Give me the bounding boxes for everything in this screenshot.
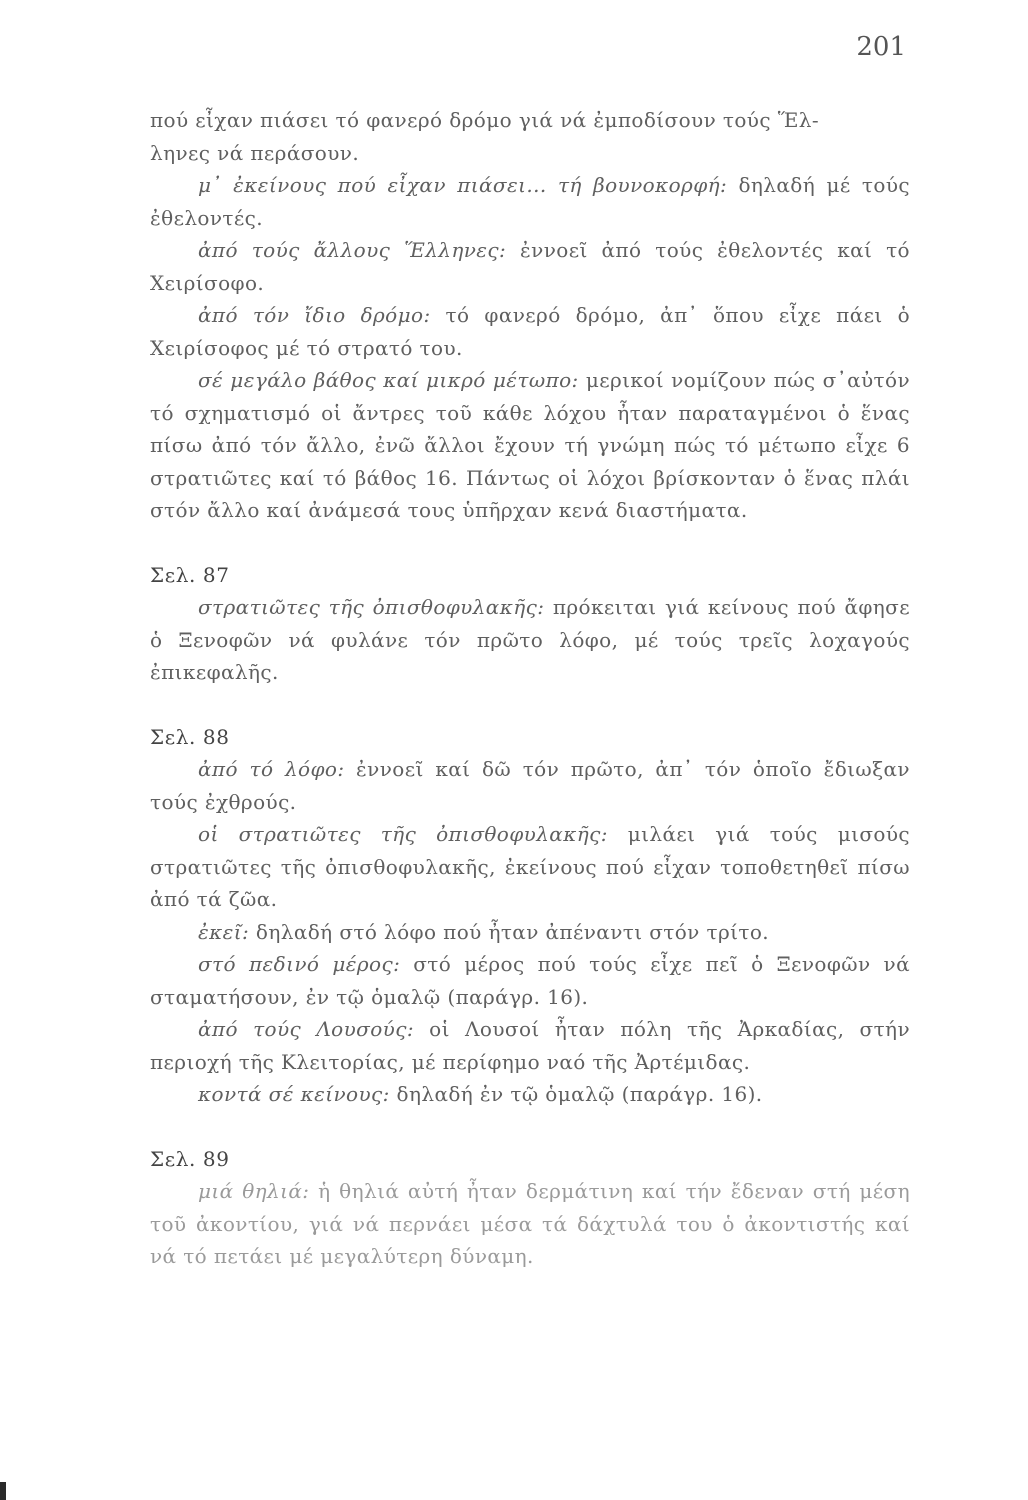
note-term: μιά θηλιά:	[198, 1179, 310, 1203]
page-number: 201	[856, 32, 906, 62]
note-term: σέ μεγάλο βάθος καί μικρό μέτωπο:	[198, 368, 579, 392]
note-text: ἐννοεῖ καί δῶ τόν πρῶτο, ἀπ᾽ τόν ὁποῖο ἔδιωξαν τούς ἐχθρούς.	[150, 757, 910, 814]
section-heading-87: Σελ. 87	[150, 562, 230, 587]
note-paragraph	[150, 364, 910, 527]
note-text: δηλαδή ἐν τῷ ὁμαλῷ (παράγρ. 16).	[389, 1082, 763, 1106]
note-text: τό φανερό δρόμο, ἀπ᾽ ὅπου εἶχε πάει ὁ Χειρίσοφος μέ τό στρατό του.	[150, 303, 911, 360]
note-term: ἀπό τόν ἴδιο δρόμο:	[198, 303, 431, 327]
intro-paragraph	[150, 104, 910, 169]
intro-line-2: ληνες νά περάσουν.	[150, 140, 360, 165]
note-term: μ᾽ ἐκείνους πού εἶχαν πιάσει... τή βουνοκορφή:	[198, 173, 728, 197]
page-body	[150, 104, 910, 1273]
note-text: στό μέρος πού τούς εἶχε πεῖ ὁ Ξενοφῶν νά σταματήσουν, ἐν τῷ ὁμαλῷ (παράγρ. 16).	[150, 952, 910, 1009]
note-paragraph	[150, 169, 910, 234]
note-text: ἐννοεῖ ἀπό τούς ἐθελοντές καί τό Χειρίσοφο.	[150, 238, 910, 295]
note-term: ἐκεῖ:	[198, 919, 250, 944]
note-term: στρατιῶτες τῆς ὀπισθοφυλακῆς:	[198, 595, 545, 619]
section-heading-89: Σελ. 89	[150, 1146, 230, 1171]
note-term: στό πεδινό μέρος:	[198, 952, 401, 976]
note-paragraph	[150, 591, 910, 689]
note-paragraph	[150, 1175, 910, 1273]
note-paragraph	[150, 916, 910, 949]
note-text: δηλαδή μέ τούς ἐθελοντές.	[150, 173, 910, 230]
note-term: ἀπό τούς ἄλλους Ἕλληνες:	[198, 238, 507, 262]
note-paragraph	[150, 299, 910, 364]
section-heading-88: Σελ. 88	[150, 724, 230, 749]
note-text: μιλάει γιά τούς μισούς στρατιῶτες τῆς ὀπισθοφυλακῆς, ἐκείνους πού εἶχαν τοποθετηθεῖ πίσω ἀπό τά ζῶα.	[150, 822, 910, 911]
note-paragraph	[150, 1013, 910, 1078]
note-term: κοντά σέ κείνους:	[198, 1082, 390, 1106]
note-term: ἀπό τούς Λουσούς:	[198, 1017, 414, 1041]
note-term: οἱ στρατιῶτες τῆς ὀπισθοφυλακῆς:	[198, 822, 608, 846]
scan-edge-mark	[0, 1482, 6, 1500]
note-paragraph	[150, 234, 910, 299]
note-paragraph	[150, 948, 910, 1013]
note-text: μερικοί νομίζουν πώς σ᾽αὐτόν τό σχηματισμό οἱ ἄντρες τοῦ κάθε λόχου ἦταν παραταγμένοι ὁ ἕνας πίσω ἀπό τόν ἄλλο, ἐνῶ ἄλλοι ἔχουν τή γνώμη πώς τό μέτωπο εἶχε 6 στρατιῶτες καί τό βάθος 16. Πάντως οἱ λόχοι βρίσκονταν ὁ ἕνας πλάι στόν ἄλλο καί ἀνάμεσά τους ὑπῆρχαν κενά διαστήματα.	[150, 368, 911, 522]
note-text: ἡ θηλιά αὐτή ἦταν δερμάτινη καί τήν ἔδεναν στή μέση τοῦ ἀκοντίου, γιά νά περνάει μέσα τά δάχτυλά του ὁ ἀκοντιστής καί νά τό πετάει μέ μεγαλύτερη δύναμη.	[150, 1179, 910, 1268]
note-text: οἱ Λουσοί ἦταν πόλη τῆς Ἀρκαδίας, στήν περιοχή τῆς Κλειτορίας, μέ περίφημο ναό τῆς Ἀρτέμιδας.	[150, 1017, 910, 1074]
note-text: πρόκειται γιά κείνους πού ἄφησε ὁ Ξενοφῶν νά φυλάνε τόν πρῶτο λόφο, μέ τούς τρεῖς λοχαγούς ἐπικεφαλῆς.	[150, 595, 910, 684]
note-paragraph	[150, 1078, 910, 1111]
note-paragraph	[150, 818, 910, 916]
intro-line-1: πού εἶχαν πιάσει τό φανερό δρόμο γιά νά ἐμποδίσουν τούς Ἕλ-	[150, 108, 820, 132]
note-paragraph	[150, 753, 910, 818]
note-term: ἀπό τό λόφο:	[198, 757, 345, 781]
note-text: δηλαδή στό λόφο πού ἦταν ἀπέναντι στόν τρίτο.	[249, 919, 770, 944]
